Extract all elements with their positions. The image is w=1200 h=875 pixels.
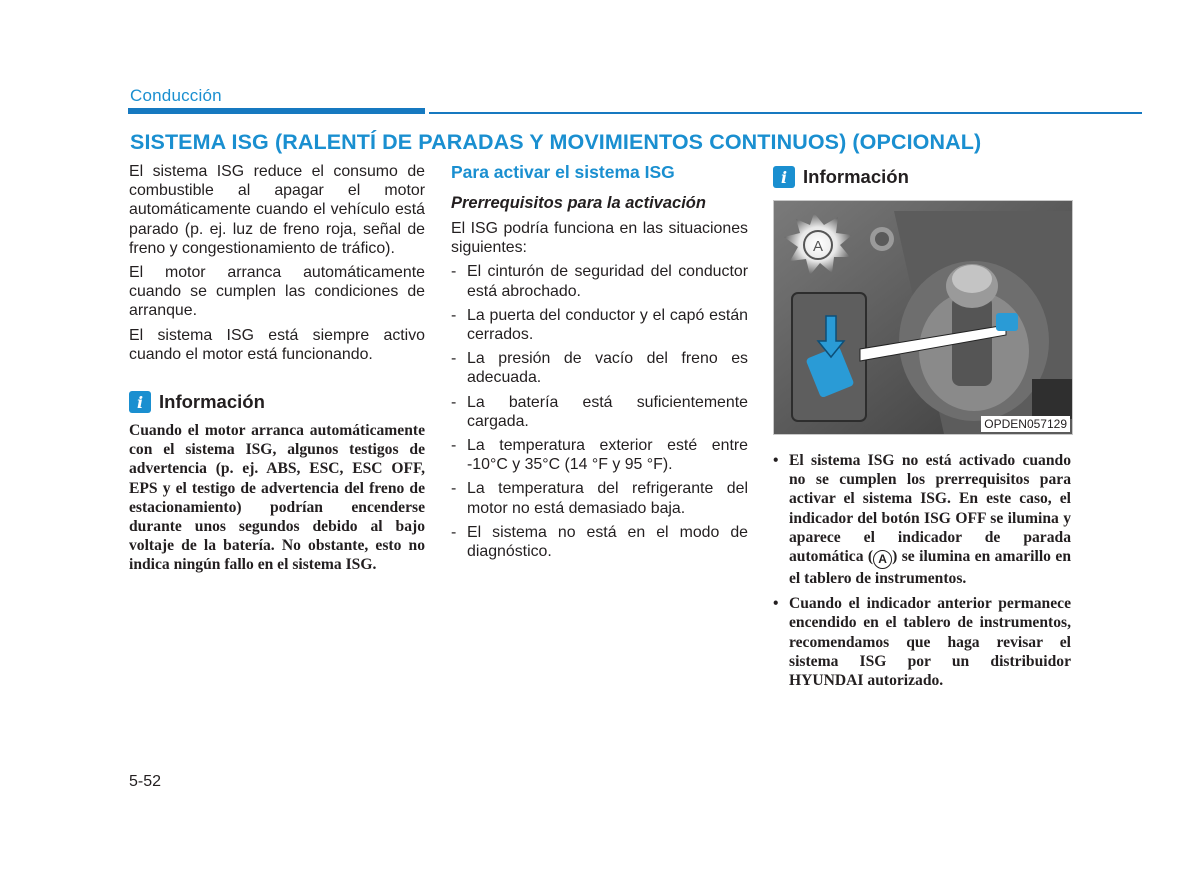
info-title: Información xyxy=(803,166,909,187)
gear-shift-illustration xyxy=(774,201,1072,434)
info-header xyxy=(129,391,425,413)
list-item: - La presión de vacío del freno es adecuada. xyxy=(451,349,748,387)
info-header xyxy=(773,166,1071,188)
info-text: Cuando el motor arranca automáticamente con el sistema ISG, algunos testigos de advertencia (p. ej. ABS, ESC, ESC OFF, EPS y el testigo de advertencia del freno de estacionamiento) podrían encenderse durante unos segundos debido al bajo voltaje de la batería. No obstante, esto no indica ningún fallo en el sistema ISG. xyxy=(129,422,425,574)
paragraph: El sistema ISG está siempre activo cuando el motor está funcionando. xyxy=(129,326,425,363)
prerequisites-list xyxy=(451,262,748,561)
intro-text: El ISG podría funciona en las situaciones siguientes: xyxy=(451,220,748,257)
svg-text:A: A xyxy=(812,238,824,255)
page-number: 5-52 xyxy=(129,773,162,790)
list-item: - El cinturón de seguridad del conductor está abrochado. xyxy=(451,262,748,300)
list-item: - La batería está suficientemente cargada. xyxy=(451,393,748,431)
figure-label: OPDEN057129 xyxy=(981,416,1070,432)
list-item: - La temperatura del refrigerante del motor no está demasiado baja. xyxy=(451,479,748,517)
section-label: Conducción xyxy=(130,86,222,105)
paragraph: El sistema ISG reduce el consumo de combustible al apagar el motor automáticamente cuando el vehículo está parado (p. ej. luz de freno roja, señal de freno y congestionamiento de tráfico). xyxy=(129,163,425,257)
isg-button-figure xyxy=(773,200,1073,435)
section-heading: Para activar el sistema ISG xyxy=(451,162,675,182)
info-icon: i xyxy=(773,166,795,188)
paragraph: El motor arranca automáticamente cuando se cumplen las condiciones de arranque. xyxy=(129,264,425,320)
column-left xyxy=(129,162,425,575)
header-rule xyxy=(429,112,1142,114)
header-bar xyxy=(128,108,425,114)
info-icon: i xyxy=(129,391,151,413)
list-item: - El sistema no está en el modo de diagnóstico. xyxy=(451,523,748,561)
bullet-text: ) se ilumina en amarillo en el tablero de instrumentos. xyxy=(789,548,1071,588)
bullet-text: El sistema ISG no está activado cuando no se cumplen los prerrequisitos para activar el sistema ISG. En este caso, el indicador del botón ISG OFF se ilumina y aparece el indicador de parada automática ( xyxy=(789,452,1071,566)
list-item: - La temperatura exterior esté entre -10°C y 35°C (14 °F y 95 °F). xyxy=(451,436,748,474)
list-item: • Cuando el indicador anterior permanece encendido en el tablero de instrumentos, recomendamos que haga revisar el sistema ISG por un distribuidor HYUNDAI autorizado. xyxy=(773,594,1071,690)
subsection-heading: Prerrequisitos para la activación xyxy=(451,194,706,212)
list-item xyxy=(773,451,1071,588)
page-title: SISTEMA ISG (RALENTÍ DE PARADAS Y MOVIMIENTOS CONTINUOS) (OPCIONAL) xyxy=(130,130,982,154)
column-right xyxy=(773,166,1071,696)
info-bullets xyxy=(773,451,1071,690)
auto-stop-icon: A xyxy=(873,550,892,569)
list-item: - La puerta del conductor y el capó están cerrados. xyxy=(451,306,748,344)
column-middle xyxy=(451,162,748,566)
info-title: Información xyxy=(159,391,265,413)
